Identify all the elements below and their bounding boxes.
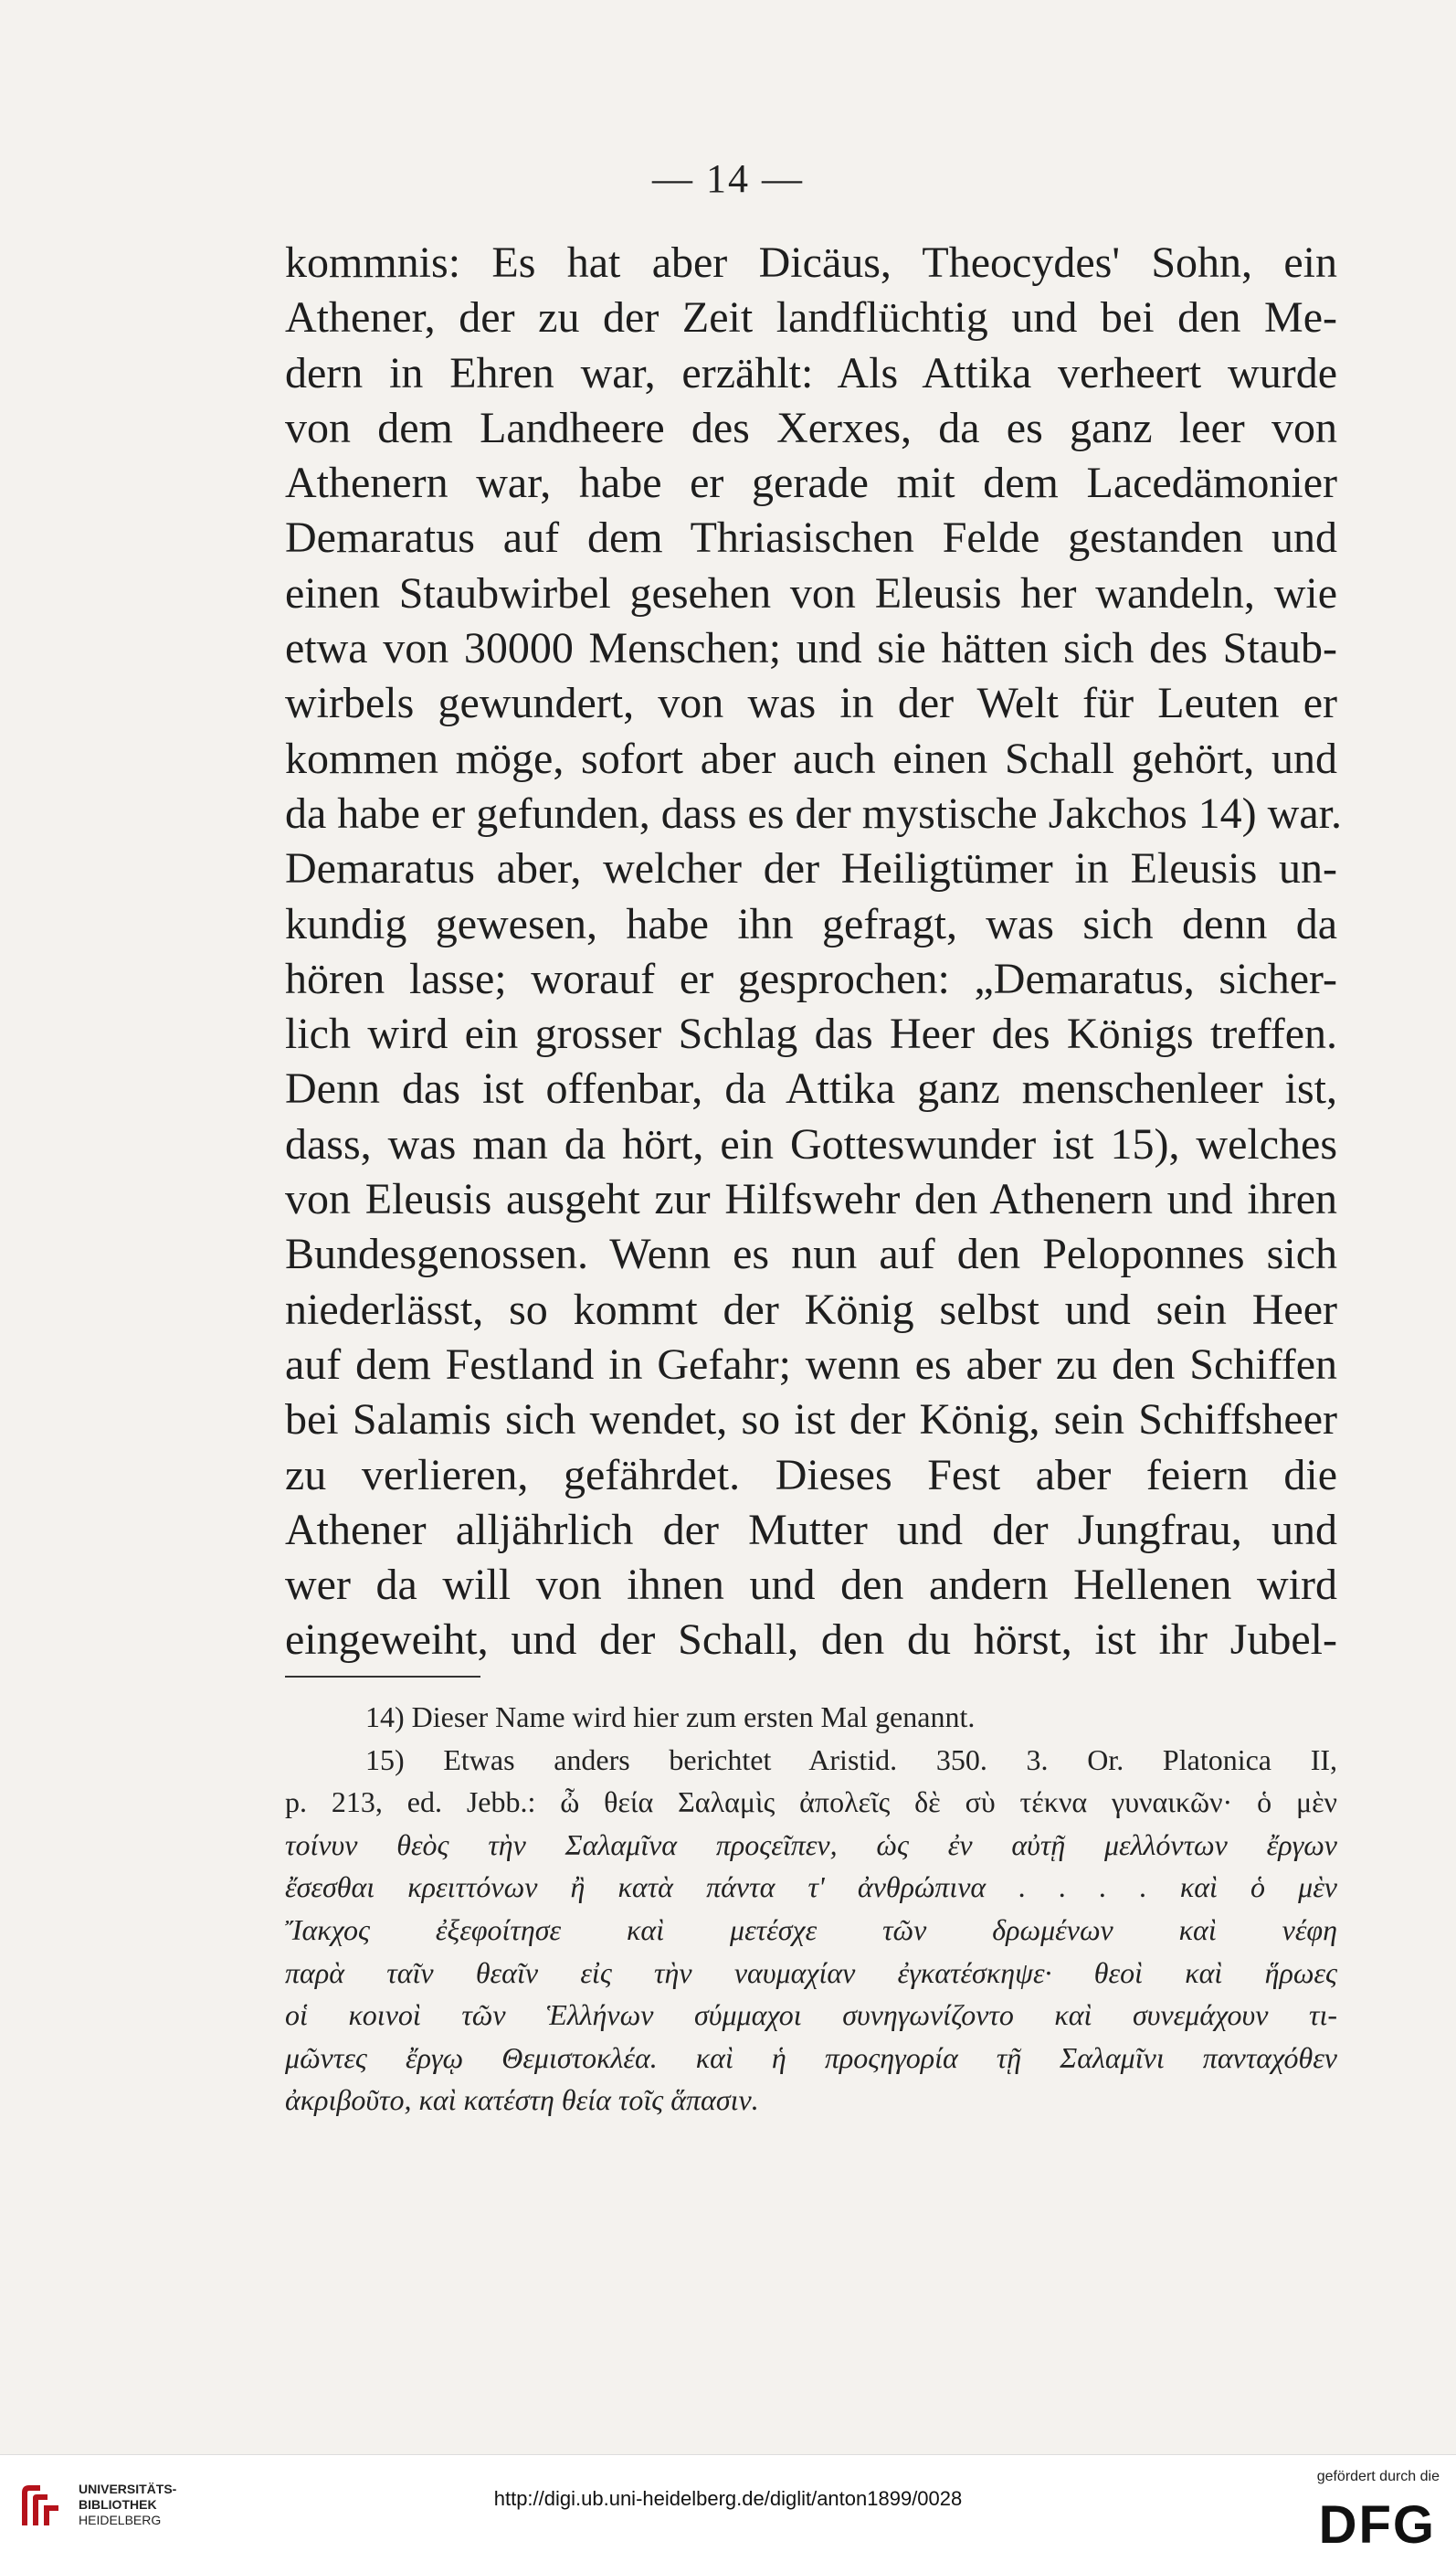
text-line: kundig gewesen, habe ihn gefragt, was sich denn da [285,899,1337,948]
text-line: Demaratus aber, welcher der Heiligtümer in Eleusis un- [285,844,1337,894]
text-line: bei Salamis sich wendet, so ist der König, sein Schiffsheer [285,1395,1337,1445]
greek-quote-line: ἀκριβοῦτο, καὶ κατέστη θεία τοῖς ἅπασιν. [285,2083,759,2117]
footnote-15: 15) Etwas anders berichtet Aristid. 350. 3. Or. Platonica II, [365,1742,1337,1776]
main-text [285,236,1342,1668]
text-line: kommnis: Es hat aber Dicäus, Theocydes' Sohn, ein [285,238,1337,287]
text-line: kommen möge, sofort aber auch einen Schall gehört, und [285,734,1337,783]
text-line: Athener, der zu der Zeit landflüchtig und bei den Me- [285,293,1337,343]
text-line: Bundesgenossen. Wenn es nun auf den Peloponnes sich [285,1230,1337,1279]
text-line: von dem Landheere des Xerxes, da es ganz leer von [285,403,1337,452]
text-line: dern in Ehren war, erzählt: Als Attika verheert wurde [285,348,1337,397]
footnote-line: p. 213, ed. Jebb.: ὦ θεία Σαλαμὶς ἀπολεῖς δὲ σὺ τέκνα γυναικῶν· ὁ μὲν [285,1785,1337,1819]
text-line: von Eleusis ausgeht zur Hilfswehr den Athenern und ihren [285,1175,1337,1224]
text-line: auf dem Festland in Gefahr; wenn es aber zu den Schiffen [285,1339,1337,1389]
footnotes [285,1696,1337,2122]
greek-quote-line: μῶντες ἔργῳ Θεμιστοκλέα. καὶ ἡ προςηγορία τῇ Σαλαμῖνι πανταχόθεν [285,2040,1337,2074]
text-line: lich wird ein grosser Schlag das Heer des Königs treffen. [285,1010,1337,1059]
library-name-line: HEIDELBERG [79,2513,162,2527]
text-line: Athenern war, habe er gerade mit dem Lacedämonier [285,459,1337,508]
text-line: Demaratus auf dem Thriasischen Felde gestanden und [285,513,1337,563]
text-line: Athener alljährlich der Mutter und der Jungfrau, und [285,1505,1337,1554]
text-line: da habe er gefunden, dass es der mystische Jakchos 14) war. [285,789,1342,838]
text-line: wer da will von ihnen und den andern Hellenen wird [285,1561,1337,1610]
greek-quote-line: παρὰ ταῖν θεαῖν εἰς τὴν ναυμαχίαν ἐγκατέσκηψε· θεοὶ καὶ ἥρωες [285,1955,1337,1989]
library-name-line: UNIVERSITÄTS- [79,2482,177,2496]
text-line: niederlässt, so kommt der König selbst und sein Heer [285,1285,1337,1334]
greek-quote-line: Ἴακχος ἐξεφοίτησε καὶ μετέσχε τῶν δρωμένων καὶ νέφη [285,1912,1337,1946]
text-line: zu verlieren, gefährdet. Dieses Fest aber feiern die [285,1450,1337,1499]
source-url-link[interactable]: http://digi.ub.uni-heidelberg.de/diglit/anton1899/0028 [493,2487,963,2510]
greek-quote-line: τοίνυν θεὸς τὴν Σαλαμῖνα προςεῖπεν, ὡς ἐν αὐτῇ μελλόντων ἔργων [285,1827,1337,1861]
text-line: eingeweiht, und der Schall, den du hörst, ist ihr Jubel- [285,1615,1337,1665]
text-line: einen Staubwirbel gesehen von Eleusis her wandeln, wie [285,568,1337,618]
footnote-14: 14) Dieser Name wird hier zum ersten Mal genannt. [365,1700,976,1733]
dfg-logo: DFG [1318,2495,1436,2555]
greek-quote-line: οἱ κοινοὶ τῶν Ἑλλήνων σύμμαχοι συνηγωνίζοντο καὶ συνεμάχουν τι- [285,1998,1337,2032]
text-line: Denn das ist offenbar, da Attika ganz menschenleer ist, [285,1064,1337,1114]
footnote-divider [285,1676,480,1678]
text-line: dass, was man da hört, ein Gotteswunder ist 15), welches [285,1119,1337,1169]
text-line: wirbels gewundert, von was in der Welt für Leuten er [285,679,1337,728]
text-line: etwa von 30000 Menschen; und sie hätten sich des Staub- [285,624,1337,673]
text-line: hören lasse; worauf er gesprochen: „Demaratus, sicher- [285,954,1337,1003]
page-number: — 14 — [652,156,804,201]
greek-quote-line: ἔσεσθαι κρειττόνων ἢ κατὰ πάντα τ' ἀνθρώπινα . . . . καὶ ὁ μὲν [285,1870,1337,1904]
funder-label: gefördert durch die [1316,2469,1440,2484]
library-name-line: BIBLIOTHEK [79,2497,157,2512]
